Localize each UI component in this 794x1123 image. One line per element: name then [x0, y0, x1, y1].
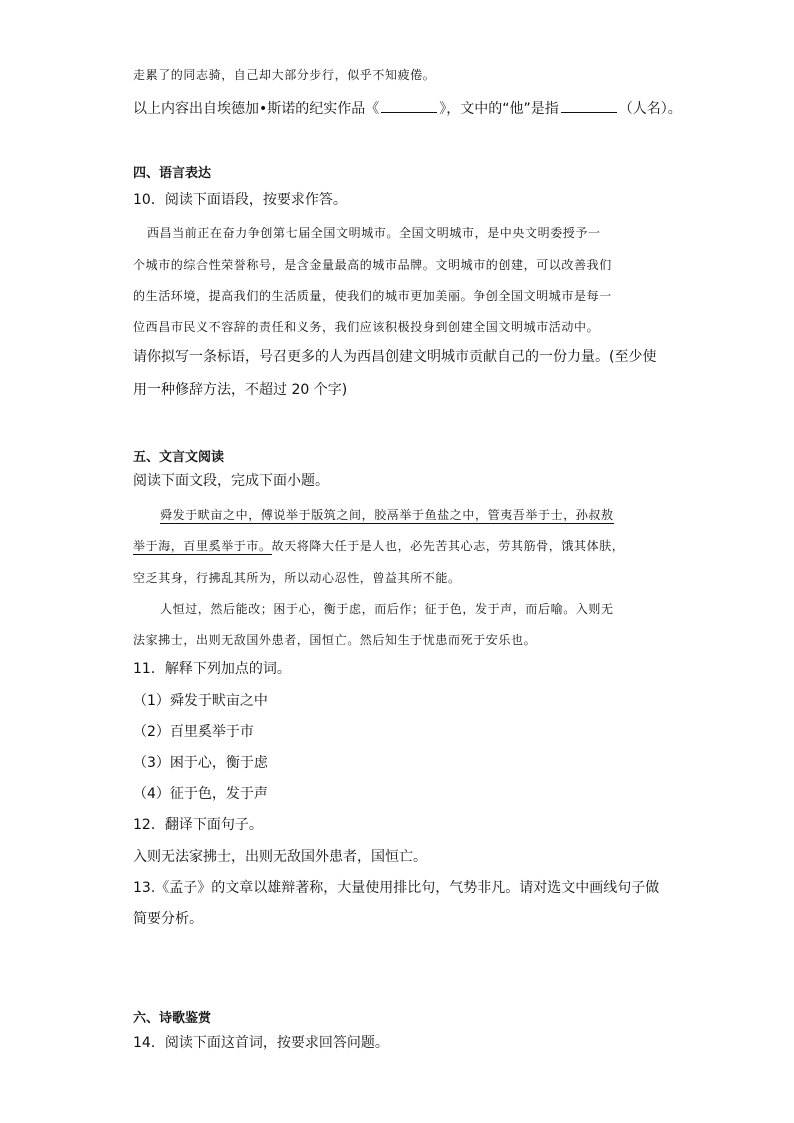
- section-6-heading: 六、诗歌鉴赏: [133, 1011, 212, 1026]
- underlined-parallel-sentence: 舜发于畎亩之中，傅说举于版筑之间，胶鬲举于鱼盐之中，管夷吾举于士，孙叔敖: [160, 508, 614, 522]
- underlined-parallel-sentence: 举于海，百里奚举于市。: [133, 539, 272, 553]
- section-4-heading: 四、语言表达: [133, 166, 212, 181]
- q10-stem: 10．阅读下面语段，按要求作答。: [133, 192, 347, 208]
- classical-text-line: [133, 540, 624, 552]
- q11-stem: 11．解释下列加点的词。: [133, 661, 291, 677]
- q12-stem: 12．翻译下面句子。: [133, 817, 263, 833]
- q11-item: （3）困于心，衡于虑: [133, 755, 268, 771]
- q9-question: [133, 100, 682, 116]
- q12-sentence: 入则无法家拂士，出则无敌国外患者，国恒亡。: [133, 849, 427, 865]
- q9-question-mid: 》，文中的“他”是指: [439, 101, 559, 117]
- q10-passage-line: 位西昌市民义不容辞的责任和义务，我们应该积极投身到创建全国文明城市活动中。: [133, 320, 600, 334]
- q10-passage-line: 的生活环境，提高我们的生活质量，使我们的城市更加美丽。争创全国文明城市是每一: [133, 289, 612, 303]
- q9-question-prefix: 以上内容出自埃德加•斯诺的纪实作品《: [133, 101, 380, 117]
- classical-text-line: 法家拂士，出则无敌国外患者，国恒亡。然后知生于忧患而死于安乐也。: [133, 633, 537, 647]
- q11-item: （4）征于色，发于声: [133, 786, 268, 802]
- q9-person-blank[interactable]: [561, 100, 617, 113]
- q13-stem-line: 13.《孟子》的文章以雄辩著称，大量使用排比句，气势非凡。请对选文中画线句子做: [133, 880, 660, 896]
- q11-item: （2）百里奚举于市: [133, 724, 254, 740]
- classical-text-continued: 故天将降大任于是人也，必先苦其心志，劳其筋骨，饿其体肤，: [271, 539, 625, 553]
- q9-question-suffix: （人名）。: [618, 101, 682, 117]
- classical-text-line: 人恒过，然后能改；困于心，衡于虑，而后作；征于色，发于声，而后喻。入则无: [160, 602, 614, 616]
- section-5-intro: 阅读下面文段，完成下面小题。: [133, 473, 329, 489]
- section-5-heading: 五、文言文阅读: [133, 450, 225, 465]
- q10-passage-line: 个城市的综合性荣誉称号，是含金量最高的城市品牌。文明城市的创建，可以改善我们: [133, 258, 612, 272]
- q11-item: （1）舜发于畎亩之中: [133, 693, 268, 709]
- classical-text-line: [160, 509, 614, 521]
- q10-task-line: 用一种修辞方法，不超过 20 个字): [133, 382, 348, 398]
- q10-passage-line: 西昌当前正在奋力争创第七届全国文明城市。全国文明城市，是中央文明委授予一: [147, 226, 601, 240]
- q9-excerpt-line: 走累了的同志骑，自己却大部分步行，似乎不知疲倦。: [133, 68, 436, 82]
- q14-stem: 14．阅读下面这首词，按要求回答问题。: [133, 1035, 389, 1051]
- q9-work-blank[interactable]: [381, 100, 437, 113]
- q10-task-line: 请你拟写一条标语，号召更多的人为西昌创建文明城市贡献自己的一份力量。(至少使: [133, 349, 657, 365]
- classical-text-line: 空乏其身，行拂乱其所为，所以动心忍性，曾益其所不能。: [133, 571, 461, 585]
- q13-stem-line: 简要分析。: [133, 911, 203, 927]
